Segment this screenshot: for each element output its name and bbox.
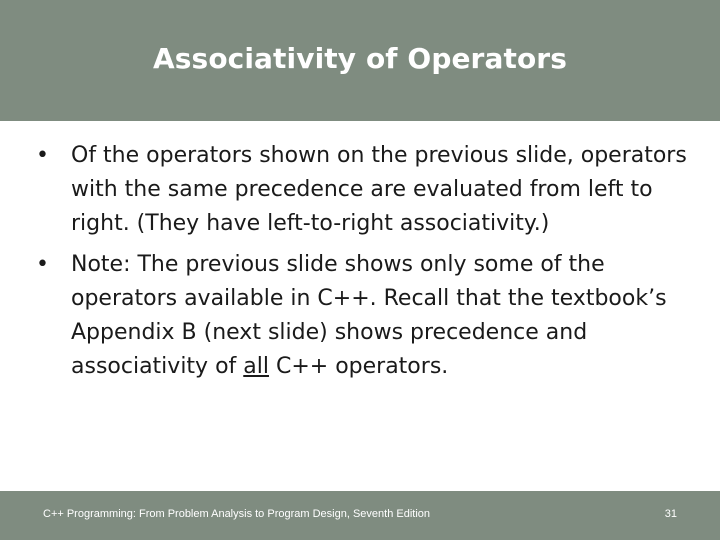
bullet-text-1: Of the operators shown on the previous slide, operators with the same precedence are evaluated from left to right. (They have left-to-right associativity.) [71,143,687,236]
page-number: 31 [664,508,677,520]
bullet-text-2-after: C++ operators. [268,354,449,379]
footer-text: C++ Programming: From Problem Analysis to Program Design, Seventh Edition [43,508,430,520]
bullet-text-2 [71,248,690,384]
bullet-item-2 [0,248,720,384]
bullet-dot-icon: • [36,143,49,168]
bullet-text-2-emphasis: all [243,354,269,379]
bullet-dot-icon: • [36,252,49,277]
bullet-text-2-before: Note: The previous slide shows only some of the operators available in C++. Recall that the textbook’s Appendix B (next slide) shows precedence and associativity of [71,252,667,379]
slide-content [0,139,720,384]
title-bar [0,0,720,121]
bullet-item-1 [0,139,720,241]
slide-title: Associativity of Operators [153,42,567,75]
footer-bar [0,491,720,540]
